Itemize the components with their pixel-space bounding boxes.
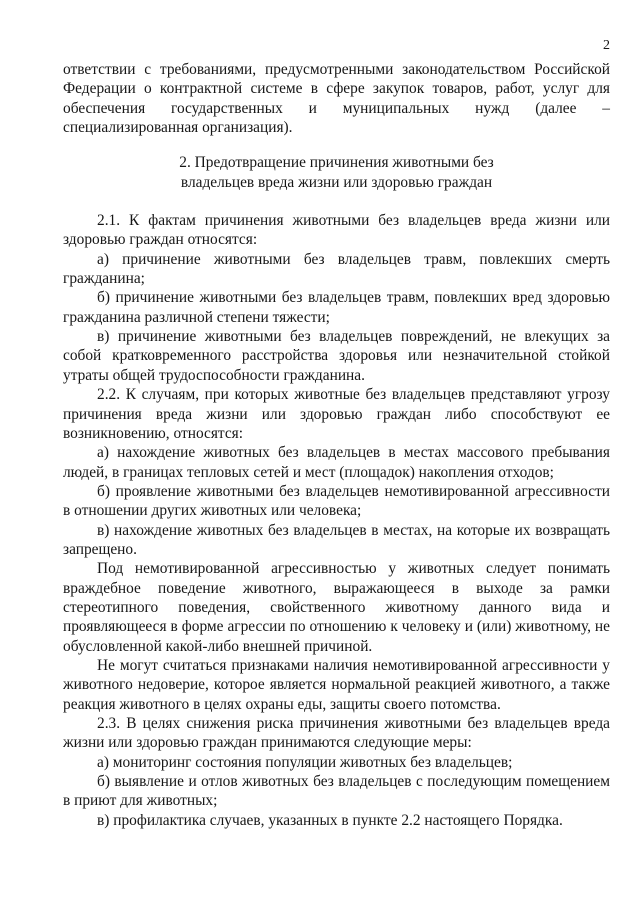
continuation-paragraph: ответствии с требованиями, предусмотренными законодательством Российской Федерации о контрактной системе в сфере закупок товаров, работ, услуг для обеспечения государственных и муниципальных нужд (далее – специализированная организация). <box>63 61 610 137</box>
page-number: 2 <box>603 38 610 53</box>
paragraph-2-2: 2.2. К случаям, при которых животные без владельцев представляют угрозу причинения вреда жизни или здоровью граждан либо способствуют ее возникновению, относятся: <box>63 386 610 442</box>
section-heading <box>63 153 610 192</box>
paragraph-2-2-b: б) проявление животными без владельцев немотивированной агрессивности в отношении других животных или человека; <box>63 482 610 520</box>
paragraph-2-1-b: б) причинение животными без владельцев травм, повлекших вред здоровью гражданина различной степени тяжести; <box>63 289 610 326</box>
paragraph-2-3-a: а) мониторинг состояния популяции животных без владельцев; <box>97 753 513 771</box>
paragraph-aggression-exclusions: Не могут считаться признаками наличия немотивированной агрессивности у животного недоверие, которое является нормальной реакцией животного, а также реакция животного в целях охраны еды, защиты своего потомства. <box>63 656 610 713</box>
document-body <box>63 60 610 830</box>
section-heading-line-2: владельцев вреда жизни или здоровью граждан <box>180 173 493 191</box>
paragraph-aggression-definition: Под немотивированной агрессивностью у животных следует понимать враждебное поведение животного, выражающееся в выходе за рамки стереотипного поведения, свойственного животному данного вида и проявляющееся в форме агрессии по отношению к человеку и (или) животному, не обусловленной какой-либо внешней причиной. <box>63 560 610 655</box>
paragraph-2-2-a: а) нахождение животных без владельцев в местах массового пребывания людей, в границах тепловых сетей и мест (площадок) накопления отходов; <box>63 444 610 481</box>
paragraph-2-3-b: б) выявление и отлов животных без владельцев с последующим помещением в приют для животных; <box>63 773 610 810</box>
paragraph-2-2-v: в) нахождение животных без владельцев в местах, на которые их возвращать запрещено. <box>63 521 610 558</box>
paragraph-2-1-v: в) причинение животными без владельцев повреждений, не влекущих за собой кратковременного расстройства здоровья или незначительной стойкой утраты общей трудоспособности гражданина. <box>63 328 610 384</box>
section-heading-line-1: 2. Предотвращение причинения животными без <box>179 154 494 172</box>
paragraph-2-3: 2.3. В целях снижения риска причинения животными без владельцев вреда жизни или здоровью граждан принимаются следующие меры: <box>63 715 610 752</box>
paragraph-2-1: 2.1. К фактам причинения животными без владельцев вреда жизни или здоровью граждан относятся: <box>63 212 610 249</box>
paragraph-2-3-v: в) профилактика случаев, указанных в пункте 2.2 настоящего Порядка. <box>97 811 563 829</box>
paragraph-2-1-a: а) причинение животными без владельцев травм, повлекших смерть гражданина; <box>63 250 610 288</box>
